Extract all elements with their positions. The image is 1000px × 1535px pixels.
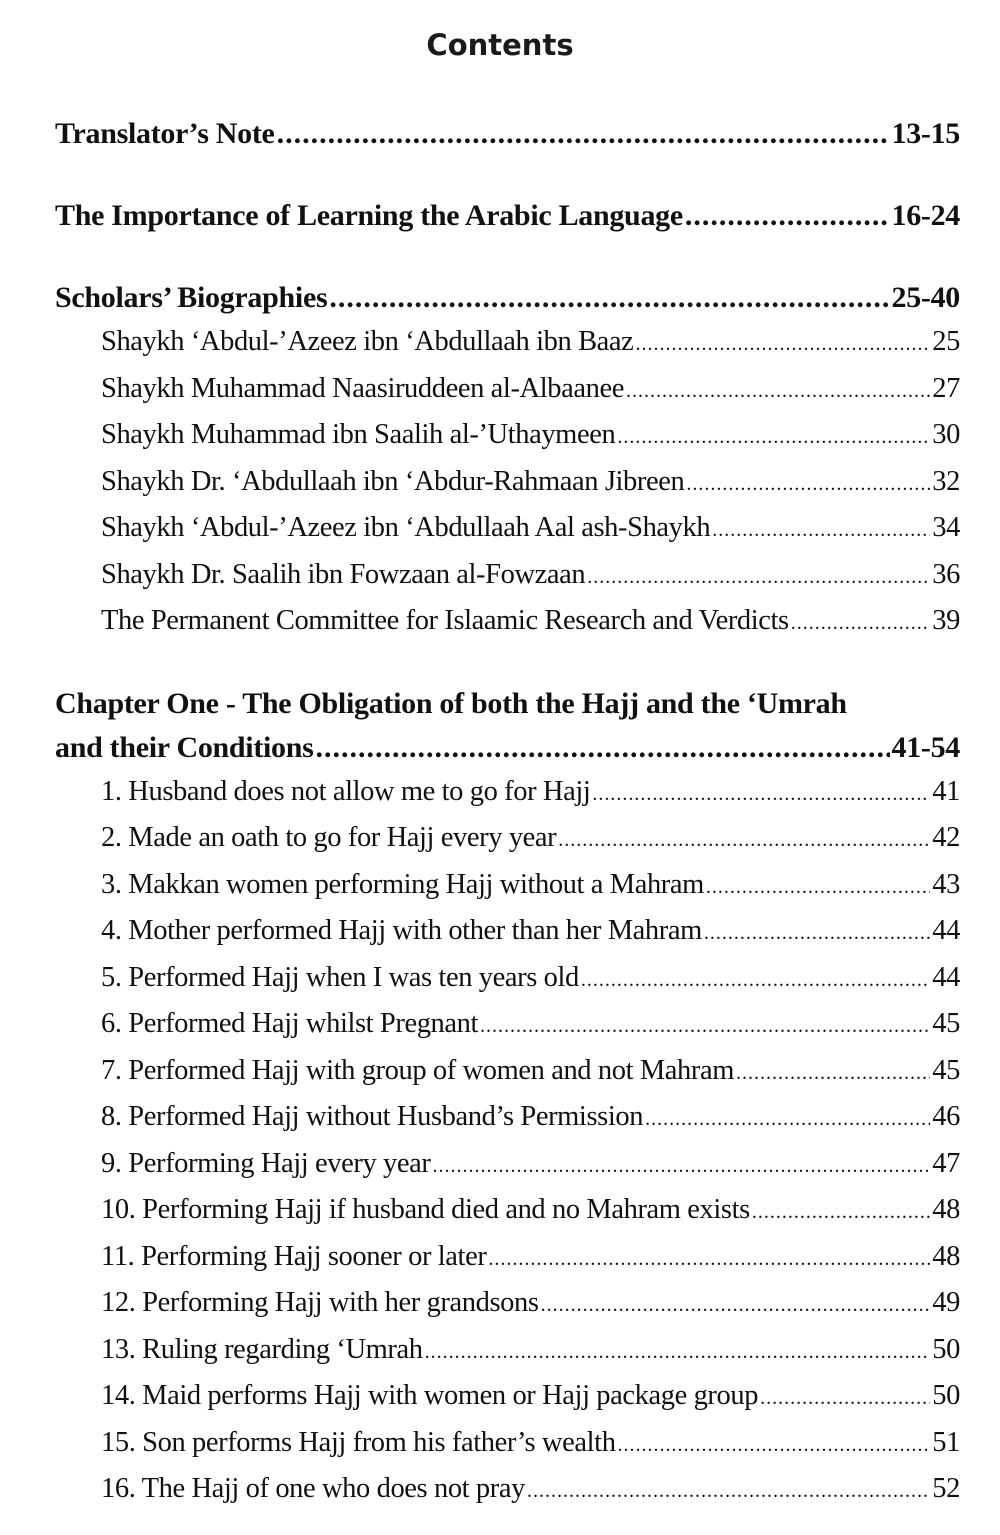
dot-leader	[425, 1328, 931, 1375]
page-title: Contents	[426, 28, 574, 62]
toc-sub-entry[interactable]	[55, 367, 960, 414]
table-of-contents	[55, 112, 960, 1514]
entry-title: 15. Son performs Hajj from his father’s wealth	[101, 1426, 616, 1458]
entry-title: 4. Mother performed Hajj with other than her Mahram	[101, 915, 702, 946]
biographies-list	[55, 320, 960, 646]
toc-sub-entry[interactable]	[55, 1467, 960, 1514]
toc-sub-entry[interactable]	[55, 863, 960, 910]
toc-sub-entry[interactable]	[55, 413, 960, 460]
entry-pages: 25-40	[891, 281, 960, 314]
entry-pages: 13-15	[891, 117, 960, 150]
entry-title: 3. Makkan women performing Hajj without a Mahram	[101, 868, 704, 900]
section-spacer	[55, 156, 960, 194]
chapter-one-list	[55, 770, 960, 1514]
entry-page: 36	[932, 558, 960, 590]
entry-page: 45	[932, 1054, 960, 1086]
toc-sub-entry[interactable]	[55, 1328, 960, 1375]
entry-title: 6. Performed Hajj whilst Pregnant	[101, 1008, 479, 1039]
toc-sub-entry[interactable]	[55, 1095, 960, 1142]
entry-page: 44	[932, 961, 960, 993]
dot-leader	[617, 413, 930, 460]
dot-leader	[558, 816, 930, 863]
entry-page: 48	[932, 1240, 960, 1272]
entry-title: 1. Husband does not allow me to go for Hajj	[101, 775, 591, 807]
toc-entry-chapter-one[interactable]	[55, 726, 960, 770]
entry-title: Shaykh ‘Abdul-’Azeez ibn ‘Abdullaah ibn Baaz	[101, 326, 634, 357]
dot-leader	[329, 276, 889, 320]
entry-page: 50	[932, 1380, 960, 1411]
toc-entry-importance[interactable]	[55, 194, 960, 238]
entry-title: and their Conditions	[55, 730, 314, 764]
entry-title: Shaykh ‘Abdul-’Azeez ibn ‘Abdullaah Aal ash-Shaykh	[101, 512, 711, 543]
dot-leader	[704, 909, 930, 956]
entry-page: 30	[932, 419, 960, 450]
toc-sub-entry[interactable]	[55, 1049, 960, 1096]
entry-pages: 16-24	[891, 199, 960, 232]
dot-leader	[686, 460, 930, 507]
entry-title: Translator’s Note	[55, 117, 275, 150]
entry-title: 14. Maid performs Hajj with women or Hajj package group	[101, 1380, 759, 1411]
toc-sub-entry[interactable]	[55, 909, 960, 956]
dot-leader	[432, 1142, 930, 1189]
entry-page: 39	[932, 605, 960, 636]
toc-sub-entry[interactable]	[55, 1421, 960, 1468]
dot-leader	[736, 1049, 930, 1096]
entry-title: The Permanent Committee for Islaamic Research and Verdicts	[101, 605, 789, 636]
entry-page: 44	[932, 915, 960, 946]
toc-sub-entry[interactable]	[55, 506, 960, 553]
dot-leader	[488, 1235, 930, 1282]
entry-title: Shaykh Dr. ‘Abdullaah ibn ‘Abdur-Rahmaan Jibreen	[101, 465, 685, 497]
entry-page: 45	[932, 1008, 960, 1039]
entry-title: 12. Performing Hajj with her grandsons	[101, 1287, 539, 1318]
entry-page: 47	[932, 1147, 960, 1179]
dot-leader	[635, 320, 930, 367]
dot-leader	[645, 1095, 930, 1142]
toc-sub-entry[interactable]	[55, 320, 960, 367]
entry-title: 2. Made an oath to go for Hajj every year	[101, 822, 557, 853]
dot-leader	[760, 1374, 930, 1421]
entry-page: 46	[932, 1101, 960, 1132]
entry-pages: 41-54	[891, 730, 960, 764]
dot-leader	[685, 194, 890, 238]
entry-title: The Importance of Learning the Arabic Language	[55, 199, 683, 232]
entry-title: 11. Performing Hajj sooner or later	[101, 1240, 487, 1272]
entry-page: 27	[932, 372, 960, 404]
dot-leader	[316, 726, 890, 770]
toc-sub-entry[interactable]	[55, 1002, 960, 1049]
toc-sub-entry[interactable]	[55, 816, 960, 863]
dot-leader	[527, 1467, 930, 1514]
dot-leader	[618, 1421, 931, 1468]
entry-page: 51	[932, 1426, 960, 1458]
toc-sub-entry[interactable]	[55, 460, 960, 507]
section-spacer	[55, 646, 960, 682]
toc-sub-entry[interactable]	[55, 1142, 960, 1189]
entry-page: 52	[932, 1473, 960, 1504]
entry-title: Scholars’ Biographies	[55, 281, 328, 314]
toc-sub-entry[interactable]	[55, 1235, 960, 1282]
entry-title: Shaykh Muhammad Naasiruddeen al-Albaanee	[101, 372, 624, 404]
entry-title: Shaykh Dr. Saalih ibn Fowzaan al-Fowzaan	[101, 558, 586, 590]
toc-sub-entry[interactable]	[55, 1281, 960, 1328]
entry-page: 42	[932, 822, 960, 853]
toc-sub-entry[interactable]	[55, 956, 960, 1003]
entry-title: 5. Performed Hajj when I was ten years old	[101, 961, 579, 993]
dot-leader	[587, 553, 930, 600]
toc-sub-entry[interactable]	[55, 599, 960, 646]
dot-leader	[581, 956, 930, 1003]
dot-leader	[592, 770, 930, 817]
entry-page: 32	[932, 465, 960, 497]
entry-page: 41	[932, 775, 960, 807]
entry-page: 43	[932, 868, 960, 900]
dot-leader	[541, 1281, 931, 1328]
toc-sub-entry[interactable]	[55, 1374, 960, 1421]
entry-page: 49	[932, 1287, 960, 1318]
dot-leader	[752, 1188, 930, 1235]
toc-entry-biographies[interactable]	[55, 276, 960, 320]
dot-leader	[706, 863, 930, 910]
entry-title: 16. The Hajj of one who does not pray	[101, 1473, 525, 1504]
toc-sub-entry[interactable]	[55, 770, 960, 817]
section-spacer	[55, 238, 960, 276]
entry-title: 9. Performing Hajj every year	[101, 1147, 431, 1179]
entry-title: 13. Ruling regarding ‘Umrah	[101, 1333, 423, 1365]
dot-leader	[791, 599, 931, 646]
toc-sub-entry[interactable]	[55, 1188, 960, 1235]
entry-title: 10. Performing Hajj if husband died and no Mahram exists	[101, 1194, 750, 1225]
dot-leader	[277, 112, 890, 156]
entry-page: 25	[932, 326, 960, 357]
entry-title: 8. Performed Hajj without Husband’s Permission	[101, 1101, 644, 1132]
entry-title: 7. Performed Hajj with group of women and not Mahram	[101, 1054, 734, 1086]
entry-title: Shaykh Muhammad ibn Saalih al-’Uthaymeen	[101, 419, 616, 450]
chapter-one-title-line1[interactable]: Chapter One - The Obligation of both the Hajj and the ‘Umrah	[55, 686, 847, 720]
entry-page: 48	[932, 1194, 960, 1225]
dot-leader	[480, 1002, 930, 1049]
toc-entry-translators-note[interactable]	[55, 112, 960, 156]
toc-sub-entry[interactable]	[55, 553, 960, 600]
dot-leader	[626, 367, 930, 414]
dot-leader	[712, 506, 930, 553]
entry-page: 34	[932, 512, 960, 543]
entry-page: 50	[932, 1333, 960, 1365]
